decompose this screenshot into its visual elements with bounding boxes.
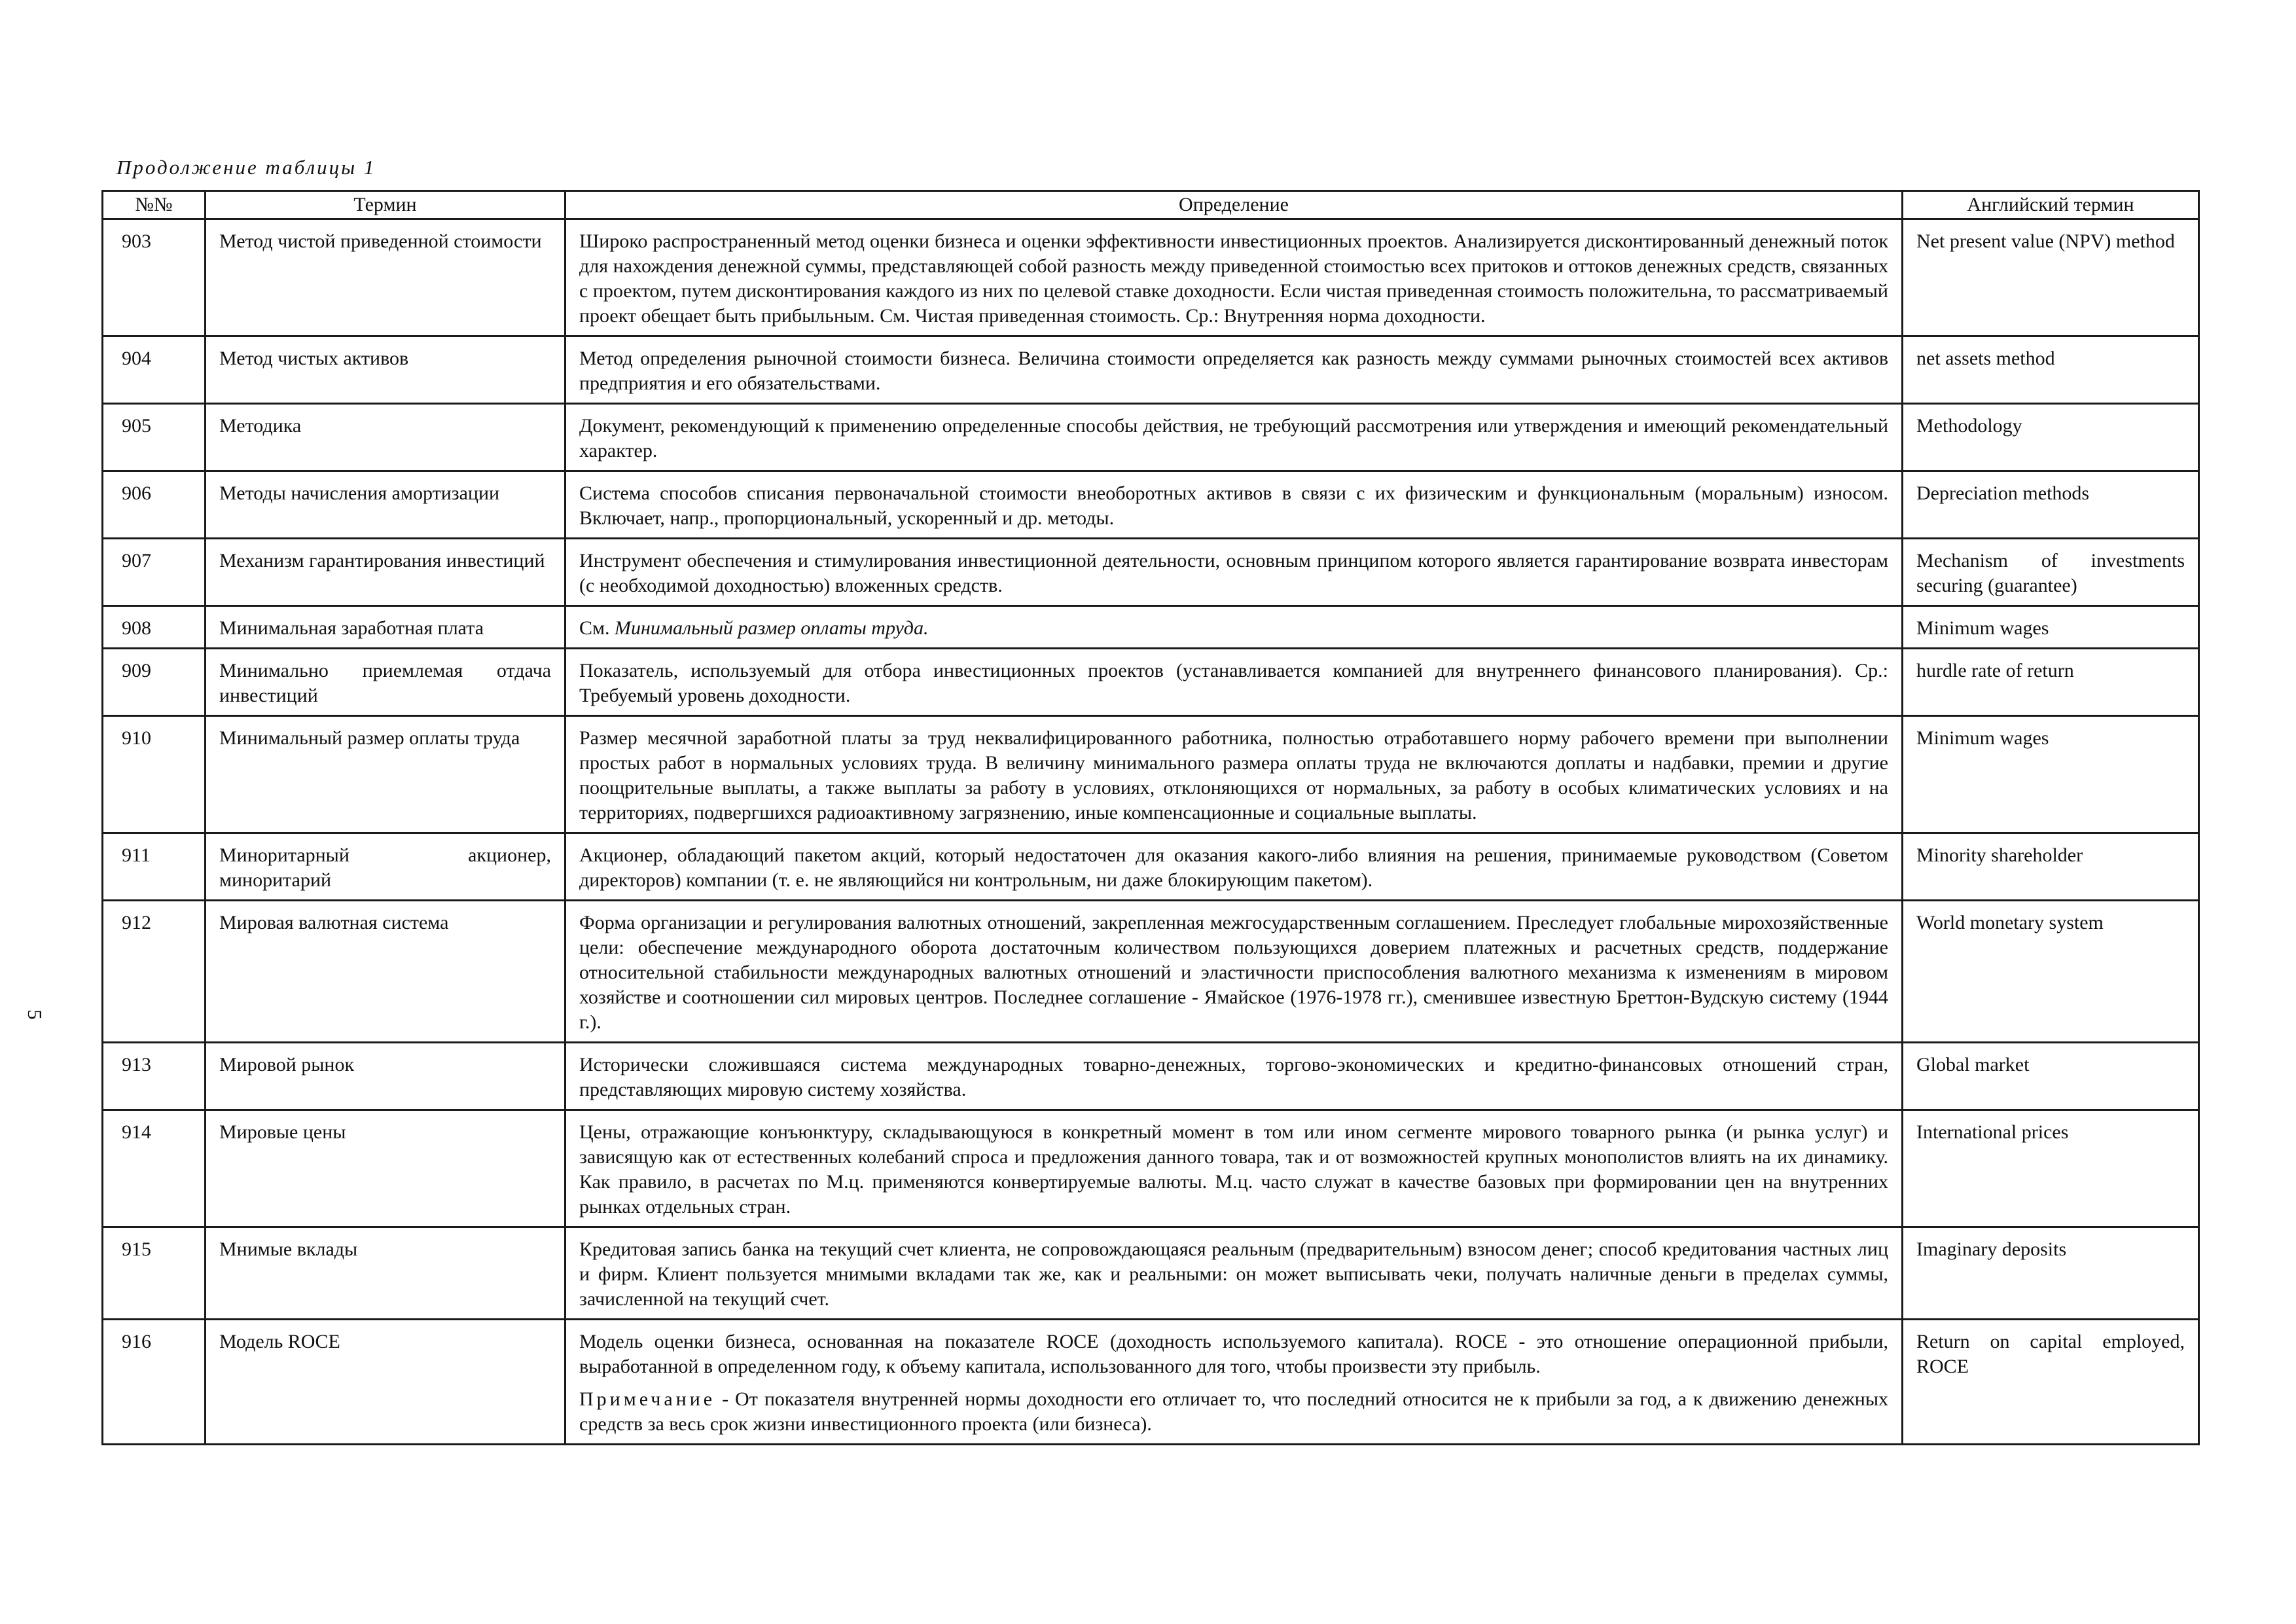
row-definition: Показатель, используемый для отбора инвестиционных проектов (устанавливается компанией для внутреннего финансового планирования). Ср.: Требуемый уровень доходности. xyxy=(565,649,1903,716)
header-english: Английский термин xyxy=(1903,191,2199,219)
table-row xyxy=(103,606,2199,649)
definition-prefix: См. xyxy=(579,617,615,639)
row-english-term: Methodology xyxy=(1903,404,2199,471)
table-caption: Продолжение таблицы 1 xyxy=(117,156,376,179)
table-row xyxy=(103,1110,2199,1227)
row-term: Методика xyxy=(206,404,565,471)
table-row xyxy=(103,833,2199,901)
row-english-term: Return on capital employed, ROCE xyxy=(1903,1320,2199,1445)
row-term: Методы начисления амортизации xyxy=(206,471,565,539)
row-english-term: Depreciation methods xyxy=(1903,471,2199,539)
table-row xyxy=(103,1320,2199,1445)
header-num: №№ xyxy=(103,191,206,219)
row-number: 904 xyxy=(103,336,206,404)
row-definition: Система способов списания первоначальной стоимости внеоборотных активов в связи с их физическим и функциональным (моральным) износом. Включает, напр., пропорциональный, ускоренный и др. методы. xyxy=(565,471,1903,539)
row-term: Мировая валютная система xyxy=(206,901,565,1043)
row-definition: Форма организации и регулирования валютных отношений, закрепленная межгосударственным соглашением. Преследует глобальные мирохозяйственные цели: обеспечение международного оборота достаточным количеством пользующихся доверием платежных и расчетных средств, поддержание относительной стабильности международных валютных отношений и эластичности приспособления валютного механизма к изменениям в мировом хозяйстве и соотношении сил мировых центров. Последнее соглашение - Ямайское (1976-1978 гг.), сменившее известную Бреттон-Вудскую систему (1944 г.). xyxy=(565,901,1903,1043)
row-number: 906 xyxy=(103,471,206,539)
header-definition: Определение xyxy=(565,191,1903,219)
row-definition: Акционер, обладающий пакетом акций, который недостаточен для оказания какого-либо влияния на решения, принимаемые руководством (Советом директоров) компании (т. е. не являющийся ни контрольным, ни даже блокирующим пакетом). xyxy=(565,833,1903,901)
note-text: - От показателя внутренней нормы доходности его отличает то, что последний относится не к прибыли за год, а к движению денежных средств за весь срок жизни инвестиционного проекта (или бизнеса). xyxy=(579,1388,1888,1435)
row-number: 907 xyxy=(103,539,206,606)
row-number: 916 xyxy=(103,1320,206,1445)
row-number: 913 xyxy=(103,1043,206,1110)
row-english-term: Global market xyxy=(1903,1043,2199,1110)
row-term: Мировой рынок xyxy=(206,1043,565,1110)
row-english-term: Net present value (NPV) method xyxy=(1903,219,2199,336)
row-number: 912 xyxy=(103,901,206,1043)
row-english-term: Imaginary deposits xyxy=(1903,1227,2199,1320)
row-number: 903 xyxy=(103,219,206,336)
row-number: 909 xyxy=(103,649,206,716)
row-definition: Метод определения рыночной стоимости бизнеса. Величина стоимости определяется как разность между суммами рыночных стоимостей всех активов предприятия и его обязательствами. xyxy=(565,336,1903,404)
row-definition: Размер месячной заработной платы за труд неквалифицированного работника, полностью отработавшего норму рабочего времени при выполнении простых работ в нормальных условиях труда. В величину минимального размера оплаты труда не включаются доплаты и надбавки, премии и другие поощрительные выплаты, а также выплаты за работу в условиях, отклоняющихся от нормальных, за работу в особых климатических условиях и на территориях, подвергшихся радиоактивному загрязнению, иные компенсационные и социальные выплаты. xyxy=(565,716,1903,833)
table-row xyxy=(103,716,2199,833)
row-english-term: Minimum wages xyxy=(1903,716,2199,833)
table-row xyxy=(103,219,2199,336)
row-term: Метод чистой приведенной стоимости xyxy=(206,219,565,336)
row-term: Миноритарный акционер, миноритарий xyxy=(206,833,565,901)
row-number: 915 xyxy=(103,1227,206,1320)
row-number: 905 xyxy=(103,404,206,471)
row-english-term: hurdle rate of return xyxy=(1903,649,2199,716)
row-english-term: Mechanism of investments securing (guarantee) xyxy=(1903,539,2199,606)
page-number: 5 xyxy=(24,1009,46,1020)
row-number: 914 xyxy=(103,1110,206,1227)
table-row xyxy=(103,471,2199,539)
cross-reference-term: Минимальный размер оплаты труда. xyxy=(615,617,929,639)
row-english-term: International prices xyxy=(1903,1110,2199,1227)
glossary-table xyxy=(101,190,2200,1445)
row-definition: Исторически сложившаяся система международных товарно-денежных, торгово-экономических и кредитно-финансовых отношений стран, представляющих мировую систему хозяйства. xyxy=(565,1043,1903,1110)
definition-note xyxy=(579,1387,1888,1437)
row-english-term: Minority shareholder xyxy=(1903,833,2199,901)
row-definition: Кредитовая запись банка на текущий счет клиента, не сопровождающаяся реальным (предварительным) взносом денег; способ кредитования частных лиц и фирм. Клиент пользуется мнимыми вкладами так же, как и реальными: он может выписывать чеки, получать наличные деньги в пределах суммы, зачисленной на текущий счет. xyxy=(565,1227,1903,1320)
row-english-term: World monetary system xyxy=(1903,901,2199,1043)
row-term: Минимальная заработная плата xyxy=(206,606,565,649)
table-row xyxy=(103,901,2199,1043)
definition-text: Модель оценки бизнеса, основанная на показателе ROCE (доходность используемого капитала). ROCE - это отношение операционной прибыли, выработанной в определенном году, к объему капитала, использованного для того, чтобы произвести эту прибыль. xyxy=(579,1331,1888,1377)
table-row xyxy=(103,336,2199,404)
row-definition xyxy=(565,606,1903,649)
row-definition: Широко распространенный метод оценки бизнеса и оценки эффективности инвестиционных проектов. Анализируется дисконтированный денежный поток для нахождения денежной суммы, представляющей собой разность между приведенной стоимостью всех притоков и оттоков денежных средств, связанных с проектом, путем дисконтирования каждого из них по целевой ставке доходности. Если чистая приведенная стоимость положительна, то рассматриваемый проект обещает быть прибыльным. См. Чистая приведенная стоимость. Ср.: Внутренняя норма доходности. xyxy=(565,219,1903,336)
row-english-term: Minimum wages xyxy=(1903,606,2199,649)
table-row xyxy=(103,649,2199,716)
table-row xyxy=(103,404,2199,471)
row-definition: Документ, рекомендующий к применению определенные способы действия, не требующий рассмотрения или утверждения и имеющий рекомендательный характер. xyxy=(565,404,1903,471)
row-definition: Инструмент обеспечения и стимулирования инвестиционной деятельности, основным принципом которого является гарантирование возврата инвесторам (с необходимой доходностью) вложенных средств. xyxy=(565,539,1903,606)
note-label: Примечание xyxy=(579,1388,716,1410)
row-number: 911 xyxy=(103,833,206,901)
row-term: Минимально приемлемая отдача инвестиций xyxy=(206,649,565,716)
table-row xyxy=(103,539,2199,606)
row-term: Механизм гарантирования инвестиций xyxy=(206,539,565,606)
table-row xyxy=(103,1227,2199,1320)
row-number: 910 xyxy=(103,716,206,833)
row-definition xyxy=(565,1320,1903,1445)
table-row xyxy=(103,1043,2199,1110)
row-term: Мнимые вклады xyxy=(206,1227,565,1320)
row-term: Минимальный размер оплаты труда xyxy=(206,716,565,833)
table-header-row xyxy=(103,191,2199,219)
row-term: Модель ROCE xyxy=(206,1320,565,1445)
row-term: Мировые цены xyxy=(206,1110,565,1227)
row-term: Метод чистых активов xyxy=(206,336,565,404)
row-english-term: net assets method xyxy=(1903,336,2199,404)
row-number: 908 xyxy=(103,606,206,649)
row-definition: Цены, отражающие конъюнктуру, складывающуюся в конкретный момент в том или ином сегменте мирового товарного рынка (и рынка услуг) и зависящую как от естественных колебаний спроса и предложения данного товара, так и от возможностей крупных монополистов влиять на их динамику. Как правило, в расчетах по М.ц. применяются конвертируемые валюты. М.ц. часто служат в качестве базовых при формировании цен на внутренних рынках отдельных стран. xyxy=(565,1110,1903,1227)
header-term: Термин xyxy=(206,191,565,219)
